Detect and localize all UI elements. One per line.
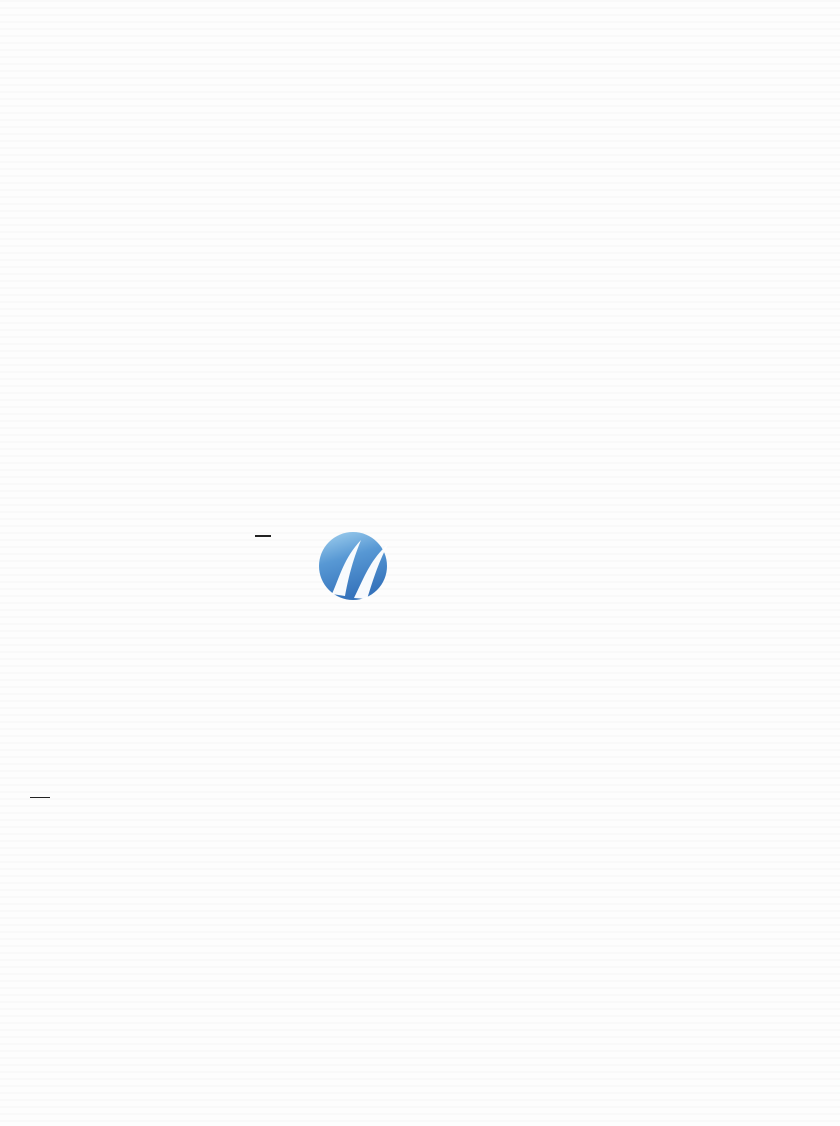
mass-acceleration-formula-en	[20, 794, 50, 800]
load-row-2	[20, 438, 26, 458]
load-row-1	[20, 411, 26, 431]
fraction-denominator-zh	[255, 537, 271, 539]
operating-mode-factor-chart	[140, 40, 650, 370]
load-row-3	[20, 465, 26, 485]
fraction	[255, 531, 271, 539]
mass-acceleration-formula-zh	[245, 531, 271, 539]
brand-watermark-logo	[314, 528, 404, 606]
fraction-denominator-en	[32, 798, 48, 800]
fraction	[30, 794, 50, 800]
